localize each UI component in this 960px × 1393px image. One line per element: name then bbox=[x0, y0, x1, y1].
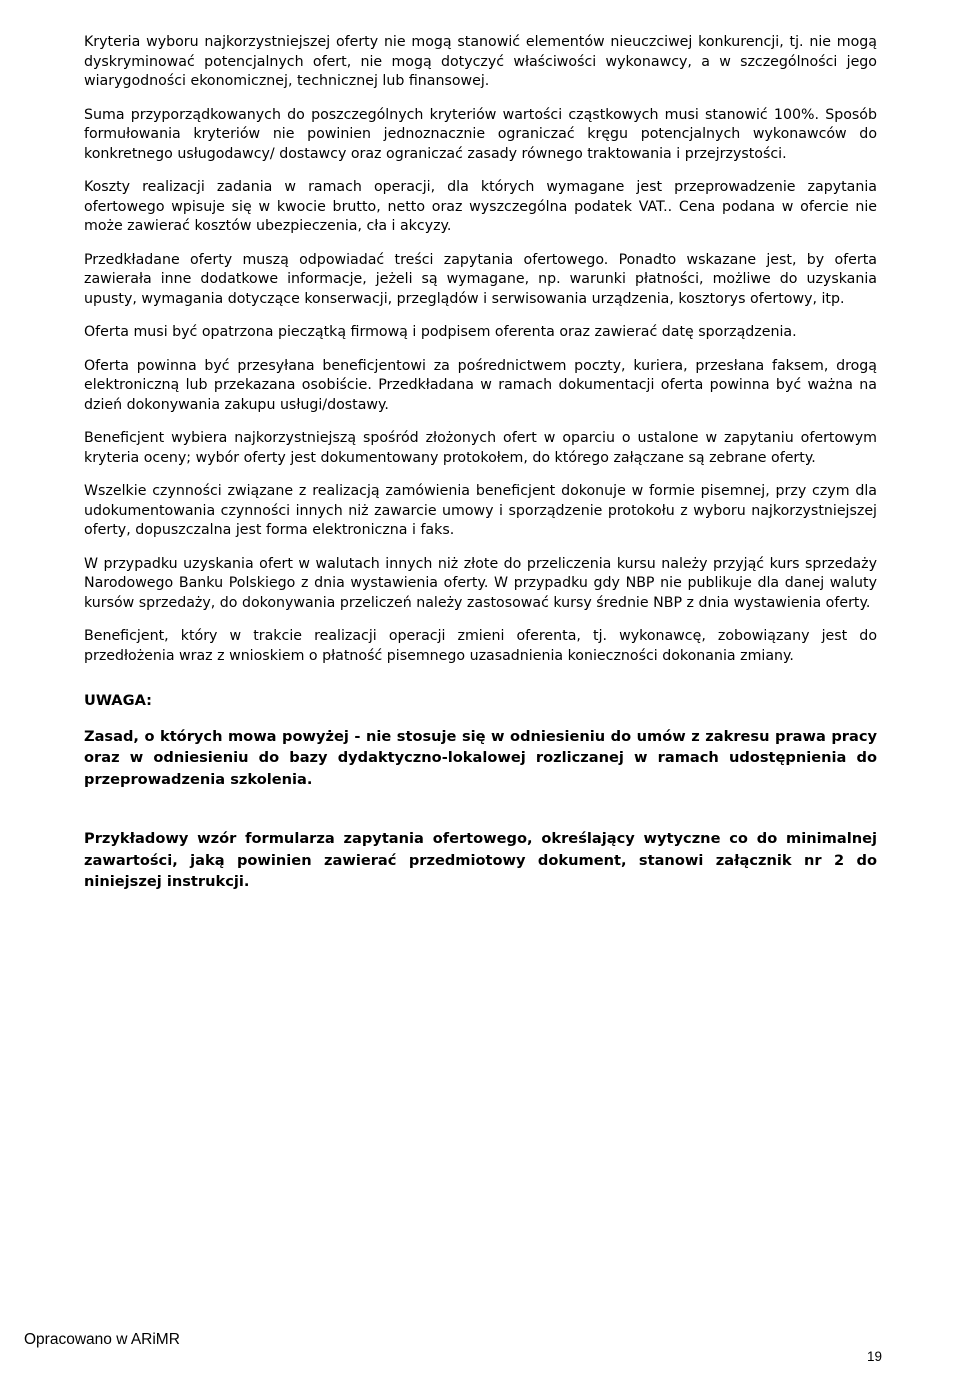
paragraph-offer-content: Przedkładane oferty muszą odpowiadać treści zapytania ofertowego. Ponadto wskazane jest, by oferta zawierała inne dodatkowe informacje, jeżeli są wymagane, np. warunki płatności, możliwe do uzyskania upusty, wymagania dotyczące konserwacji, przeglądów i serwisowania urządzenia, kosztorys ofertowy, itp. bbox=[84, 251, 877, 307]
document-body bbox=[84, 33, 877, 907]
paragraph-selection: Beneficjent wybiera najkorzystniejszą spośród złożonych ofert w oparciu o ustalone w zapytaniu ofertowym kryteria oceny; wybór oferty jest dokumentowany protokołem, do którego załączane są zebrane oferty. bbox=[84, 430, 877, 466]
page-number: 19 bbox=[866, 1349, 882, 1364]
paragraph-offer-stamp: Oferta musi być opatrzona pieczątką firmową i podpisem oferenta oraz zawierać datę sporządzenia. bbox=[84, 324, 797, 340]
paragraph-offer-delivery: Oferta powinna być przesyłana beneficjentowi za pośrednictwem poczty, kuriera, przesłana faksem, drogą elektroniczną lub przekazana osobiście. Przedkładana w ramach dokumentacji oferta powinna być ważna na dzień dokonywania zakupu usługi/dostawy. bbox=[84, 357, 877, 413]
paragraph-criteria-sum: Suma przyporządkowanych do poszczególnych kryteriów wartości cząstkowych musi stanowić 100%. Sposób formułowania kryteriów nie powinien jednoznacznie ograniczać kręgu potencjalnych wykonawców do konkretnego usługodawcy/ dostawcy oraz ograniczać zasady równego traktowania i przejrzystości. bbox=[84, 106, 877, 162]
paragraph-change-offeror: Beneficjent, który w trakcie realizacji operacji zmieni oferenta, tj. wykonawcę, zobowiązany jest do przedłożenia wraz z wnioskiem o płatność pisemnego uzasadnienia konieczności dokonania zmiany. bbox=[84, 628, 877, 664]
uwaga-text: Zasad, o których mowa powyżej - nie stosuje się w odniesieniu do umów z zakresu prawa pracy oraz w odniesieniu do bazy dydaktyczno-lokalowej rozliczanej w ramach udostępnienia do przeprowadzenia szkolenia. bbox=[84, 727, 877, 788]
paragraph-currency: W przypadku uzyskania ofert w walutach innych niż złote do przeliczenia kursu należy przyjąć kurs sprzedaży Narodowego Banku Polskiego z dnia wystawienia oferty. W przypadku gdy NBP nie publikuje dla danej waluty kursów sprzedaży, do dokonywania przeliczeń należy zastosować kursy średnie NBP z dnia wystawienia oferty. bbox=[84, 555, 877, 611]
uwaga-heading: UWAGA: bbox=[84, 692, 152, 709]
paragraph-costs: Koszty realizacji zadania w ramach operacji, dla których wymagane jest przeprowadzenie zapytania ofertowego wpisuje się w kwocie brutto, netto oraz wyszczególna podatek VAT.. Cena podana w ofercie nie może zawierać kosztów ubezpieczenia, cła i akcyzy. bbox=[84, 179, 877, 234]
paragraph-criteria-competition: Kryteria wyboru najkorzystniejszej oferty nie mogą stanowić elementów nieuczciwej konkurencji, tj. nie mogą dyskryminować potencjalnych ofert, nie mogą dotyczyć właściwości wykonawcy, a w szczególności jego wiarygodności ekonomicznej, technicznej lub finansowej. bbox=[84, 34, 877, 89]
footer-source: Opracowano w ARiMR bbox=[24, 1331, 180, 1348]
example-form-note: Przykładowy wzór formularza zapytania ofertowego, określający wytyczne co do minimalnej zawartości, jaką powinien zawierać przedmiotowy dokument, stanowi załącznik nr 2 do niniejszej instrukcji. bbox=[84, 830, 877, 890]
paragraph-written-form: Wszelkie czynności związane z realizacją zamówienia beneficjent dokonuje w formie pisemnej, przy czym dla udokumentowania czynności innych niż zawarcie umowy i sporządzenie protokołu z wyboru najkorzystniejszej oferty, dopuszczalna jest forma elektroniczna i faks. bbox=[84, 483, 877, 538]
